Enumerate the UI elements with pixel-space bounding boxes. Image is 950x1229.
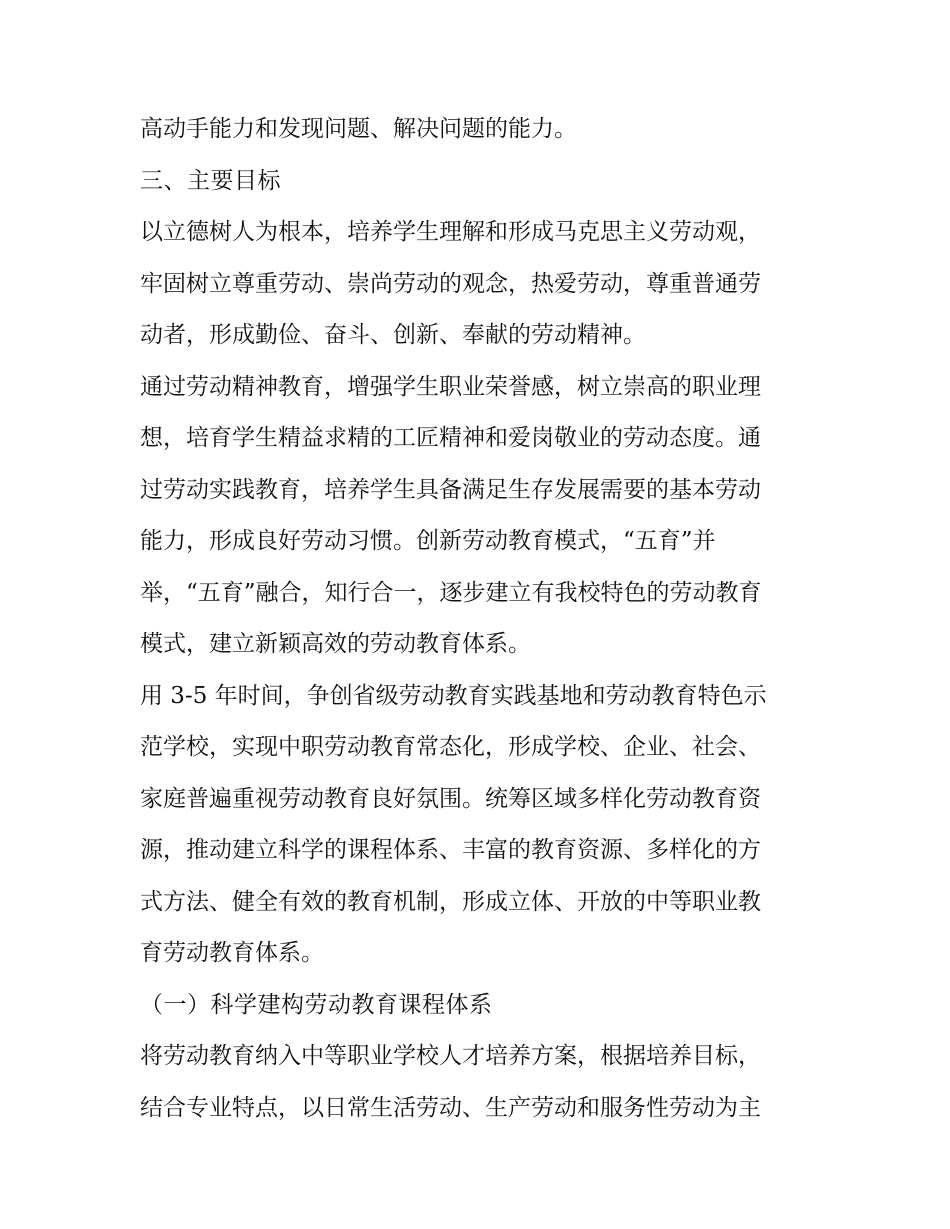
text-line: 高动手能力和发现问题、解决问题的能力。 (140, 116, 577, 142)
text-line: 范学校，实现中职劳动教育常态化，形成学校、企业、社会、 (140, 734, 761, 760)
text-line: 能力，形成良好劳动习惯。创新劳动教育模式，“五育”并 (140, 528, 716, 554)
text-line: 模式，建立新颖高效的劳动教育体系。 (140, 631, 531, 657)
text-line: 牢固树立尊重劳动、崇尚劳动的观念，热爱劳动，尊重普通劳 (140, 270, 761, 297)
text-line: 用 3-5 年时间，争创省级劳动教育实践基地和劳动教育特色示 (140, 682, 767, 709)
text-line: 育劳动教育体系。 (140, 940, 324, 966)
body-text (140, 104, 820, 1134)
text-line: 通过劳动精神教育，增强学生职业荣誉感，树立崇高的职业理 (140, 373, 761, 400)
text-line: 以立德树人为根本，培养学生理解和形成马克思主义劳动观， (140, 219, 761, 245)
text-line: 式方法、健全有效的教育机制，形成立体、开放的中等职业教 (140, 888, 761, 915)
text-line: 想，培育学生精益求精的工匠精神和爱岗敬业的劳动态度。通 (140, 425, 761, 451)
text-line: 家庭普遍重视劳动教育良好氛围。统筹区域多样化劳动教育资 (140, 785, 761, 812)
subsection-heading: （一）科学建构劳动教育课程体系 (140, 991, 493, 1018)
text-line: 过劳动实践教育，培养学生具备满足生存发展需要的基本劳动 (140, 476, 761, 503)
text-line: 将劳动教育纳入中等职业学校人才培养方案，根据培养目标， (140, 1043, 761, 1069)
text-line: 动者，形成勤俭、奋斗、创新、奉献的劳动精神。 (140, 322, 646, 348)
section-heading: 三、主要目标 (140, 167, 281, 194)
text-line: 举，“五育”融合，知行合一，逐步建立有我校特色的劳动教育 (140, 579, 762, 606)
text-line: 结合专业特点，以日常生活劳动、生产劳动和服务性劳动为主 (140, 1094, 761, 1121)
text-line: 源，推动建立科学的课程体系、丰富的教育资源、多样化的方 (140, 837, 761, 863)
